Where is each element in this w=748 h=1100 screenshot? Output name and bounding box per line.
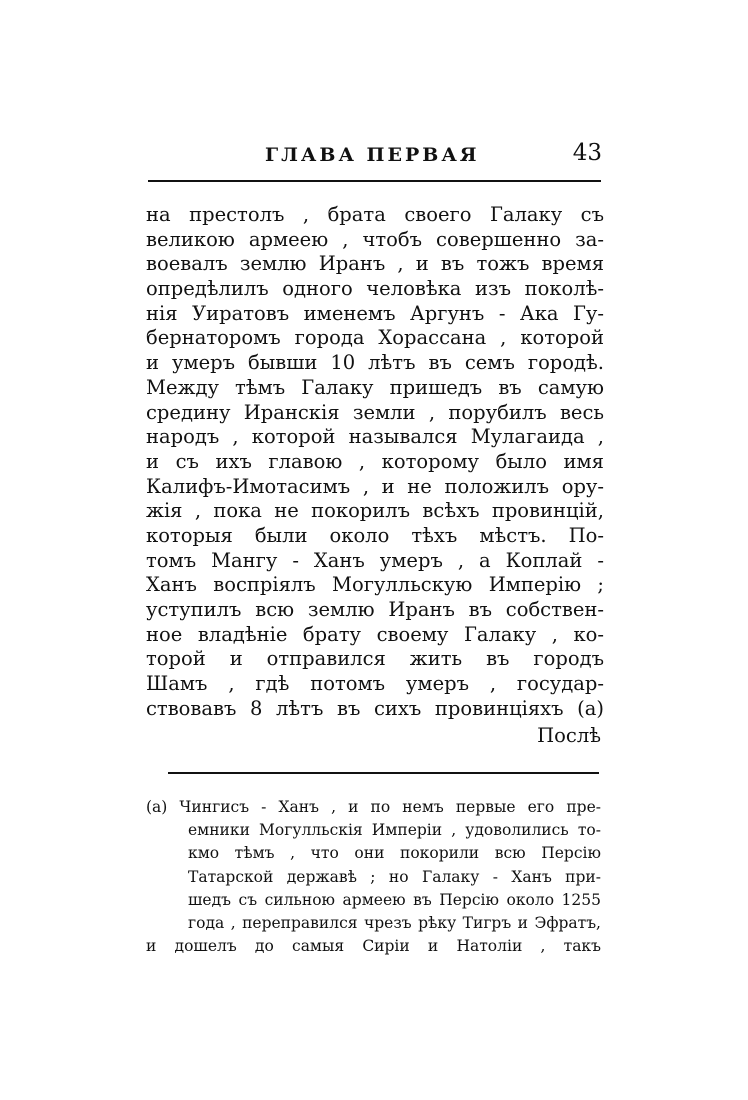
- footnote-rule: [168, 772, 599, 774]
- text-line: бернаторомъ города Хорассана , которой: [146, 326, 604, 350]
- text-line: Между тѣмъ Галаку пришедъ въ самую: [146, 375, 604, 399]
- text-line: на престолъ , брата своего Галаку съ: [146, 203, 604, 226]
- footnote-line: и дошелъ до самыя Сиріи и Натоліи , такъ: [146, 937, 601, 956]
- text-line: торой и отправился жить въ городъ: [146, 647, 604, 671]
- footnote-line: кмо тѣмъ , что они покорили всю Персію: [188, 844, 601, 863]
- text-line: томъ Мангу - Ханъ умеръ , а Коплай -: [146, 548, 604, 572]
- text-line: средину Иранскія земли , порубилъ весь: [146, 400, 604, 424]
- text-line: воевалъ землю Иранъ , и въ тожъ время: [146, 252, 604, 276]
- page-header: [150, 140, 610, 174]
- text-line: великою армеею , чтобъ совершенно за-: [146, 227, 604, 251]
- footnote-line: (а) Чингисъ - Ханъ , и по немъ первые его пре-: [146, 798, 601, 816]
- text-line: которыя были около тѣхъ мѣстъ. По-: [146, 523, 604, 547]
- text-line: ствовавъ 8 лѣтъ въ сихъ провинціяхъ (а): [146, 696, 604, 720]
- footnote: [146, 796, 601, 958]
- footnote-line: года , переправился чрезъ рѣку Тигръ и Эфратъ,: [188, 913, 601, 932]
- footnote-line: емники Могулльскія Имперіи , удоволились то-: [188, 821, 601, 840]
- footnote-line: Татарской державѣ ; но Галаку - Ханъ при-: [188, 867, 601, 886]
- page-number: 43: [572, 140, 602, 166]
- text-line: Шамъ , гдѣ потомъ умеръ , государ-: [146, 672, 604, 696]
- text-line: Ханъ воспріялъ Могулльскую Имперію ;: [146, 573, 604, 597]
- footnote-line: шедъ съ сильною армеею въ Персію около 1255: [188, 890, 601, 909]
- text-line: и съ ихъ главою , которому было имя: [146, 449, 604, 473]
- text-line: Калифъ-Имотасимъ , и не положилъ ору-: [146, 474, 604, 498]
- text-line: жія , пока не покорилъ всѣхъ провинцій,: [146, 499, 604, 523]
- text-line: уступилъ всю землю Иранъ въ собствен-: [146, 598, 604, 621]
- main-text: [146, 203, 604, 721]
- header-rule: [148, 180, 601, 182]
- running-title: ГЛАВА ПЕРВАЯ: [265, 144, 480, 166]
- text-line: ное владѣніе брату своему Галаку , ко-: [146, 622, 604, 646]
- text-line: опредѣлилъ одного человѣка изъ поколѣ-: [146, 277, 604, 301]
- text-line: и умеръ бывши 10 лѣтъ въ семъ городѣ.: [146, 351, 604, 375]
- text-line: народъ , которой назывался Мулагаида ,: [146, 425, 604, 449]
- text-line: нія Уиратовъ именемъ Аргунъ - Ака Гу-: [146, 301, 604, 325]
- catchword: Послѣ: [537, 724, 601, 747]
